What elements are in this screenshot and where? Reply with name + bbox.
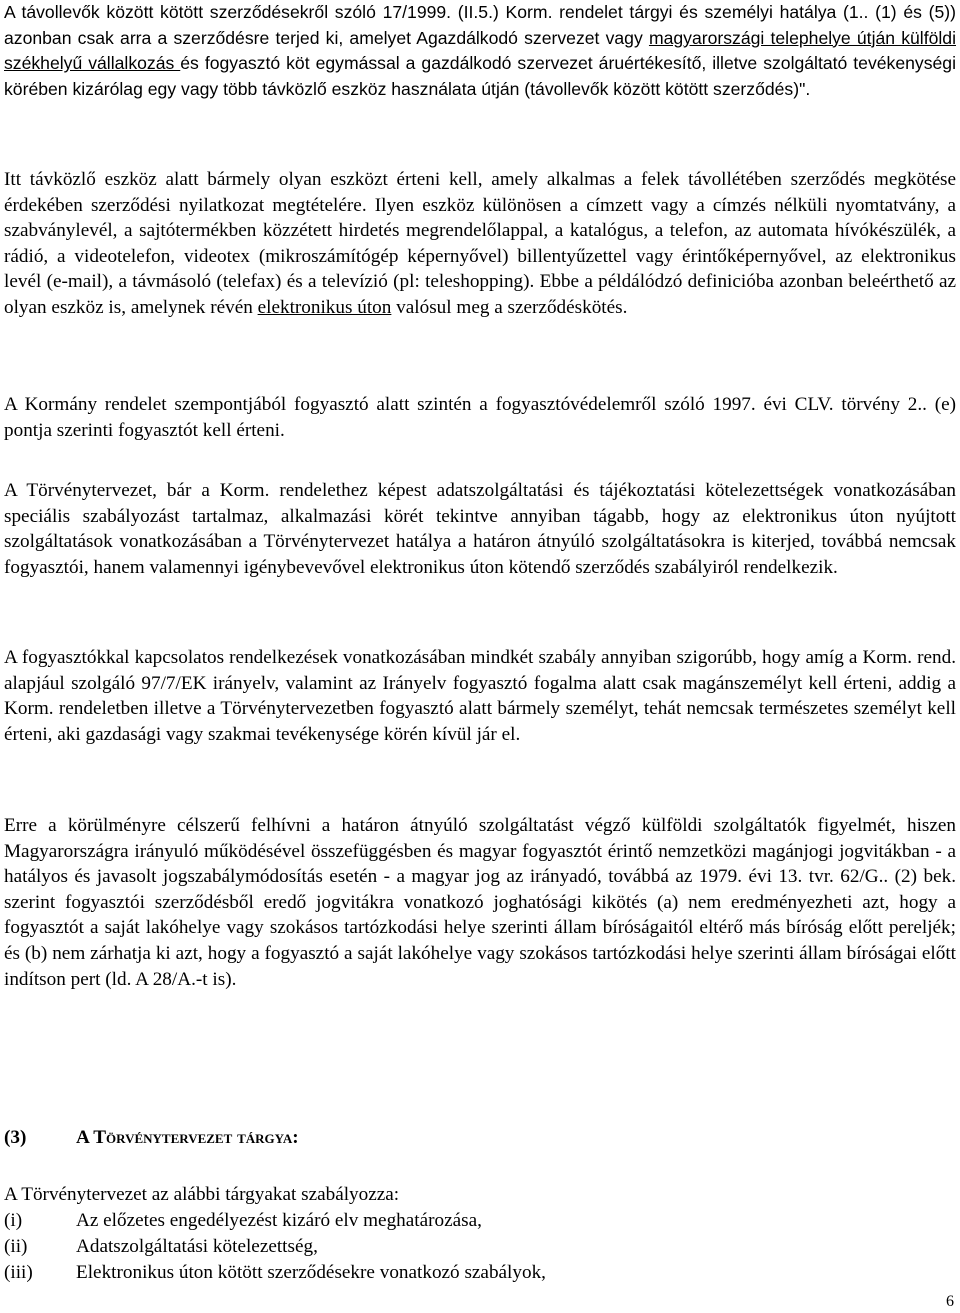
paragraph-scope — [4, 0, 956, 102]
list-item-label: (iii) — [4, 1262, 33, 1283]
list-intro: A Törvénytervezet az alábbi tárgyakat szabályozza: — [4, 1184, 400, 1205]
section-heading — [4, 1125, 299, 1151]
paragraph-telecom-device — [4, 167, 956, 321]
page-number: 6 — [946, 1293, 954, 1310]
list-item — [4, 1208, 956, 1234]
list-item-text: Az előzetes engedélyezést kizáró elv meghatározása, — [76, 1210, 482, 1231]
list-item-label: (i) — [4, 1210, 23, 1231]
list-item-label: (ii) — [4, 1236, 28, 1257]
paragraph-cross-border: Erre a körülményre célszerű felhívni a határon átnyúló szolgáltatást végző külföldi szolgáltatók figyelmét, hiszen Magyarországra irányuló működésével összefüggésben és magyar fogyasztót érintő nemzetközi magánjogi jogvitákban - a hatályos és javasolt jogszabálymódosítás esetén - a magyar jog az irányadó, továbbá az 1979. évi 13. tvr. 62/G.. (2) bek. szerint fogyasztói szerződésből eredő jogvitákra vonatkozó joghatósági kikötés (a) nem eredményezheti azt, hogy a fogyasztót a saját lakóhelye vagy szokásos tartózkodási helye szerinti állam bíróságaitól eltérő más bíróság előtt pereljék; és (b) nem zárhatja ki azt, hogy a fogyasztó a saját lakóhelye vagy szokásos tartózkodási helye szerinti állam bíróságai előtt indítson pert (ld. A 28/A.-t is). — [4, 815, 956, 990]
paragraph-consumer-definition: A Kormány rendelet szempontjából fogyasztó alatt szintén a fogyasztóvédelemről szóló 1997. évi CLV. törvény 2.. (e) pontja szerinti fogyasztót kell érteni. — [4, 394, 956, 441]
list-item — [4, 1260, 956, 1286]
paragraph-scope-text-c: és fogyasztó köt egymással a gazdálkodó szervezet áruértékesítő, illetve szolgáltató tevékenységi körében kizárólag egy vagy több távközlő eszköz használata útján (távollevők között kötött szerződés)". — [4, 53, 956, 99]
paragraph-scope-text-a: A távollevők között kötött szerződésekről szóló 17/1999. (II.5.) Korm. rendelet tárgyi és személyi hatálya (1.. (1) és (5)) azonban csak arra a szerződésre terjed ki, amelyet Agazdálkodó szervezet vagy — [4, 2, 956, 48]
subject-list — [4, 1208, 956, 1286]
list-item-text: Elektronikus úton kötött szerződésekre vonatkozó szabályok, — [76, 1262, 546, 1283]
paragraph-telecom-text-a: Itt távközlő eszköz alatt bármely olyan eszközt érteni kell, amely alkalmas a felek távollétében szerződés megkötése érdekében szerződési nyilatkozat megtételére. Ilyen eszköz különösen a címzett vagy a címzés nélküli nyomtatvány, a szabványlevél, a sajtótermékben közzétett hirdetés megrendelőlappal, a katalógus, a telefon, az automata hívókészülék, a rádió, a videotelefon, videotex (mikroszámítógép képernyővel) billentyűzettel vagy érintőképernyővel, az elektronikus levél (e-mail), a távmásoló (telefax) és a televízió (pl: teleshopping). Ebbe a példálódzó definicióba azonban beleérthető az olyan eszköz is, amelynek révén — [4, 169, 956, 318]
paragraph-telecom-text-c: valósul meg a szerződéskötés. — [391, 296, 628, 318]
list-item — [4, 1234, 956, 1260]
underlined-phrase-electronic: elektronikus úton — [257, 296, 392, 318]
section-title: A Törvénytervezet tárgya: — [76, 1127, 299, 1148]
paragraph-consumer-rules: A fogyasztókkal kapcsolatos rendelkezések vonatkozásában mindkét szabály annyiban szigorúbb, hogy amíg a Korm. rend. alapjául szolgáló 97/7/EK irányelv, valamint az Irányelv fogyasztó fogalma alatt csak magánszemélyt kell érteni, addig a Korm. rendeletben illetve a Törvénytervezetben fogyasztó alatt bármely személyt, tehát nemcsak természetes személyt kell érteni, aki gazdasági vagy szakmai tevékenysége körén kívül jár el. — [4, 647, 956, 745]
underlined-phrase-foreign-enterprise: magyarországi telephelye útján külföldi székhelyű vállalkozás — [4, 27, 956, 74]
list-item-text: Adatszolgáltatási kötelezettség, — [76, 1236, 318, 1257]
section-number: (3) — [4, 1127, 27, 1148]
paragraph-bill-scope: A Törvénytervezet, bár a Korm. rendelethez képest adatszolgáltatási és tájékoztatási kötelezettségek vonatkozásában speciális szabályozást tartalmaz, alkalmazási körét tekintve annyiban tágabb, hogy az elektronikus úton nyújtott szolgáltatások vonatkozásában a Törvénytervezet hatálya a határon átnyúló szolgáltatásokra is kiterjed, továbbá nemcsak fogyasztói, hanem valamennyi igénybevevővel elektronikus úton kötendő szerződés szabályiról rendelkezik. — [4, 480, 956, 578]
